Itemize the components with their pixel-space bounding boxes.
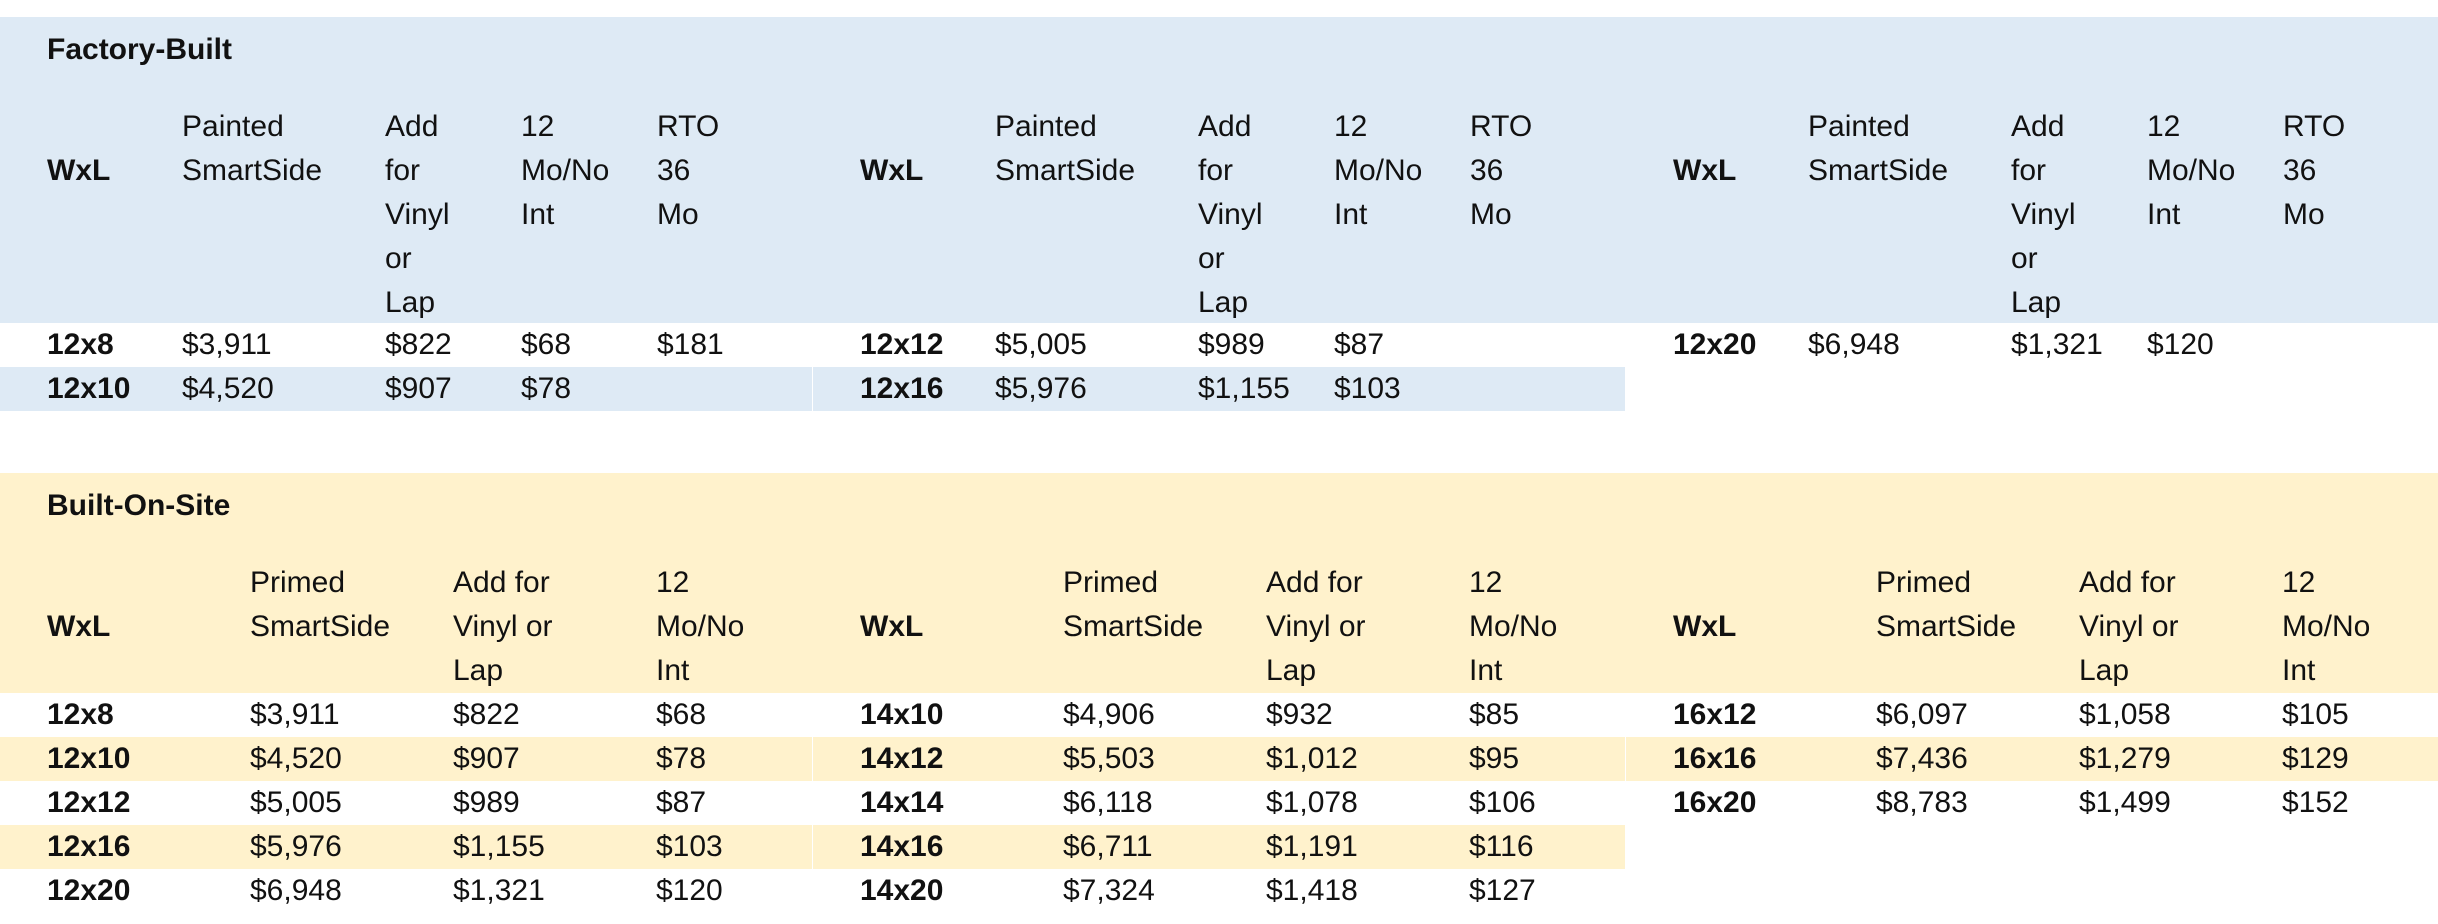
table-row	[1626, 781, 2438, 825]
cell-12mo: $116	[1469, 830, 1534, 863]
cell-rto: $181	[657, 328, 724, 361]
header-add-vinyl-lap: Add for Vinyl or Lap	[2079, 566, 2179, 687]
header-12mo-no-int: 12 Mo/No Int	[1469, 566, 1558, 687]
cell-12mo: $106	[1469, 786, 1536, 819]
table-header	[0, 105, 812, 323]
cell-vinyl-add: $1,321	[2011, 328, 2103, 361]
table-row	[813, 367, 1625, 411]
cell-primed-price: $5,976	[250, 830, 342, 863]
cell-primed-price: $8,783	[1876, 786, 1968, 819]
header-painted-smartside: Painted SmartSide	[182, 110, 323, 187]
cell-12mo: $78	[656, 742, 707, 775]
table-row	[813, 693, 1625, 737]
cell-size: 12x8	[47, 328, 114, 361]
table-row	[1626, 323, 2438, 367]
header-wxl: WxL	[860, 154, 924, 187]
built-on-site-title: Built-On-Site	[47, 489, 231, 522]
cell-size: 14x14	[860, 786, 944, 819]
table-row	[0, 781, 812, 825]
cell-primed-price: $6,118	[1063, 786, 1153, 819]
table-row	[813, 825, 1625, 869]
cell-12mo: $127	[1469, 874, 1536, 907]
cell-vinyl-add: $1,279	[2079, 742, 2171, 775]
header-primed-smartside: Primed SmartSide	[250, 566, 391, 643]
cell-12mo: $68	[521, 328, 572, 361]
cell-12mo: $103	[1334, 372, 1401, 405]
header-rto-36mo: RTO 36 Mo	[657, 110, 720, 231]
cell-vinyl-add: $1,499	[2079, 786, 2171, 819]
cell-size: 12x12	[47, 786, 131, 819]
cell-vinyl-add: $1,155	[453, 830, 545, 863]
cell-size: 12x8	[47, 698, 114, 731]
header-primed-smartside: Primed SmartSide	[1876, 566, 2017, 643]
cell-vinyl-add: $907	[453, 742, 520, 775]
cell-12mo: $78	[521, 372, 572, 405]
cell-12mo: $87	[656, 786, 707, 819]
cell-size: 12x16	[860, 372, 944, 405]
header-rto-36mo: RTO 36 Mo	[2283, 110, 2346, 231]
cell-vinyl-add: $1,321	[453, 874, 545, 907]
cell-12mo: $129	[2282, 742, 2349, 775]
cell-vinyl-add: $1,078	[1266, 786, 1358, 819]
cell-vinyl-add: $1,058	[2079, 698, 2171, 731]
cell-size: 14x20	[860, 874, 944, 907]
header-12mo-no-int: 12 Mo/No Int	[656, 566, 745, 687]
table-header	[0, 561, 812, 693]
header-primed-smartside: Primed SmartSide	[1063, 566, 1204, 643]
table-row	[0, 869, 812, 913]
cell-size: 14x16	[860, 830, 944, 863]
cell-size: 12x10	[47, 372, 131, 405]
header-wxl: WxL	[1673, 610, 1737, 643]
table-header	[813, 105, 1625, 323]
header-12mo-no-int: 12 Mo/No Int	[521, 110, 610, 231]
cell-12mo: $85	[1469, 698, 1520, 731]
cell-12mo: $120	[656, 874, 723, 907]
factory-built-title: Factory-Built	[47, 33, 233, 66]
cell-size: 14x10	[860, 698, 944, 731]
header-add-vinyl-lap: Add for Vinyl or Lap	[385, 110, 450, 319]
cell-painted-price: $3,911	[182, 328, 272, 361]
cell-primed-price: $4,520	[250, 742, 342, 775]
table-header	[1626, 105, 2438, 323]
cell-painted-price: $5,005	[995, 328, 1087, 361]
table-row	[0, 367, 812, 411]
cell-primed-price: $6,948	[250, 874, 342, 907]
cell-vinyl-add: $1,012	[1266, 742, 1358, 775]
cell-primed-price: $6,097	[1876, 698, 1968, 731]
table-row	[813, 737, 1625, 781]
cell-size: 12x10	[47, 742, 131, 775]
cell-size: 14x12	[860, 742, 944, 775]
cell-vinyl-add: $1,155	[1198, 372, 1290, 405]
cell-12mo: $95	[1469, 742, 1520, 775]
cell-vinyl-add: $822	[453, 698, 520, 731]
table-row	[813, 781, 1625, 825]
cell-vinyl-add: $907	[385, 372, 452, 405]
header-wxl: WxL	[1673, 154, 1737, 187]
cell-12mo: $105	[2282, 698, 2349, 731]
cell-primed-price: $7,324	[1063, 874, 1155, 907]
header-12mo-no-int: 12 Mo/No Int	[2147, 110, 2236, 231]
cell-size: 12x16	[47, 830, 131, 863]
cell-vinyl-add: $989	[453, 786, 520, 819]
cell-primed-price: $4,906	[1063, 698, 1155, 731]
cell-painted-price: $5,976	[995, 372, 1087, 405]
table-row	[0, 693, 812, 737]
header-painted-smartside: Painted SmartSide	[1808, 110, 1949, 187]
header-add-vinyl-lap: Add for Vinyl or Lap	[453, 566, 553, 687]
cell-primed-price: $6,711	[1063, 830, 1153, 863]
header-add-vinyl-lap: Add for Vinyl or Lap	[2011, 110, 2076, 319]
table-row	[813, 323, 1625, 367]
table-header	[813, 561, 1625, 693]
cell-12mo: $120	[2147, 328, 2214, 361]
cell-size: 16x12	[1673, 698, 1757, 731]
cell-primed-price: $7,436	[1876, 742, 1968, 775]
cell-primed-price: $3,911	[250, 698, 340, 731]
header-12mo-no-int: 12 Mo/No Int	[1334, 110, 1423, 231]
cell-size: 16x20	[1673, 786, 1757, 819]
cell-size: 12x20	[47, 874, 131, 907]
header-12mo-no-int: 12 Mo/No Int	[2282, 566, 2371, 687]
cell-12mo: $68	[656, 698, 707, 731]
built-on-site-section	[0, 473, 2438, 924]
table-row	[813, 869, 1625, 913]
header-wxl: WxL	[47, 154, 111, 187]
cell-12mo: $152	[2282, 786, 2349, 819]
table-row	[1626, 693, 2438, 737]
cell-12mo: $103	[656, 830, 723, 863]
header-add-vinyl-lap: Add for Vinyl or Lap	[1266, 566, 1366, 687]
cell-painted-price: $4,520	[182, 372, 274, 405]
cell-vinyl-add: $932	[1266, 698, 1333, 731]
table-row	[0, 737, 812, 781]
header-add-vinyl-lap: Add for Vinyl or Lap	[1198, 110, 1263, 319]
table-row	[0, 825, 812, 869]
cell-primed-price: $5,503	[1063, 742, 1155, 775]
cell-vinyl-add: $989	[1198, 328, 1265, 361]
table-header	[1626, 561, 2438, 693]
header-wxl: WxL	[47, 610, 111, 643]
cell-12mo: $87	[1334, 328, 1385, 361]
cell-size: 12x12	[860, 328, 944, 361]
factory-built-section	[0, 17, 2438, 413]
cell-vinyl-add: $822	[385, 328, 452, 361]
header-rto-36mo: RTO 36 Mo	[1470, 110, 1533, 231]
cell-vinyl-add: $1,418	[1266, 874, 1358, 907]
cell-vinyl-add: $1,191	[1266, 830, 1358, 863]
cell-size: 16x16	[1673, 742, 1757, 775]
header-painted-smartside: Painted SmartSide	[995, 110, 1136, 187]
cell-painted-price: $6,948	[1808, 328, 1900, 361]
table-row	[0, 323, 812, 367]
cell-primed-price: $5,005	[250, 786, 342, 819]
cell-size: 12x20	[1673, 328, 1757, 361]
table-row	[1626, 737, 2438, 781]
header-wxl: WxL	[860, 610, 924, 643]
